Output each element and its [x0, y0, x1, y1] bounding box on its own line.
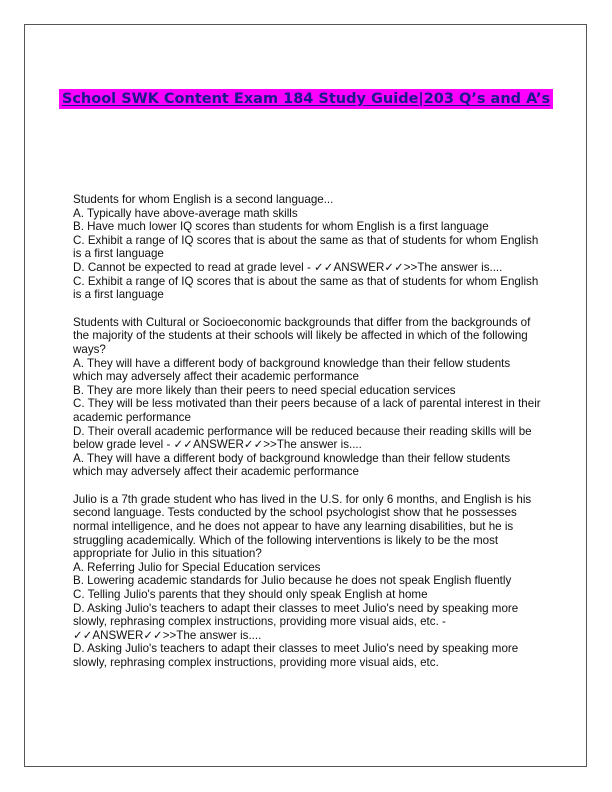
option-c: C. Exhibit a range of IQ scores that is about the same as that of students for whom English is a first language	[73, 233, 539, 261]
option-a: A. Referring Julio for Special Education services	[73, 560, 321, 574]
option-d: D. Their overall academic performance will be reduced because their reading skills will be below grade level - ✓✓ANSWER✓✓>>The answer is....	[73, 424, 532, 452]
question-text: Students with Cultural or Socioeconomic backgrounds that differ from the backgrounds of the majority of the students at their schools will likely be affected in which of the following ways?	[73, 315, 531, 356]
question-block	[73, 193, 543, 302]
option-b: B. Have much lower IQ scores than students for whom English is a first language	[73, 220, 489, 234]
question-text: Students for whom English is a second language...	[73, 193, 334, 206]
title-container	[0, 89, 612, 109]
question-block	[73, 316, 543, 479]
document-title: School SWK Content Exam 184 Study Guide|203 Q’s and A’s	[59, 89, 553, 109]
option-d: D. Asking Julio's teachers to adapt their classes to meet Julio's need by speaking more slowly, rephrasing complex instructions, providing more visual aids, etc. - ✓✓ANSWER✓✓>>The answer is....	[73, 601, 519, 642]
answer-text: C. Exhibit a range of IQ scores that is about the same as that of students for whom English is a first language	[73, 274, 539, 302]
option-c: C. They will be less motivated than their peers because of a lack of parental interest in their academic performance	[73, 397, 541, 424]
option-a: A. Typically have above-average math skills	[73, 206, 298, 220]
option-a: A. They will have a different body of background knowledge than their fellow students which may adversely affect their academic performance	[73, 356, 511, 384]
answer-text: D. Asking Julio's teachers to adapt their classes to meet Julio's need by speaking more slowly, rephrasing complex instructions, providing more visual aids, etc.	[73, 642, 519, 669]
option-d: D. Cannot be expected to read at grade level - ✓✓ANSWER✓✓>>The answer is....	[73, 260, 503, 274]
question-block	[73, 493, 543, 670]
option-b: B. Lowering academic standards for Julio because he does not speak English fluently	[73, 574, 512, 588]
option-c: C. Telling Julio's parents that they should only speak English at home	[73, 588, 428, 602]
question-text: Julio is a 7th grade student who has lived in the U.S. for only 6 months, and English is his second language. Tests conducted by the school psychologist show that he possesses normal intelligence, and he does not appear to have any learning disabilities, but he is struggling academically. Which of the following interventions is likely to be the most appropriate for Julio in this situation?	[73, 492, 532, 561]
answer-text: A. They will have a different body of background knowledge than their fellow students which may adversely affect their academic performance	[73, 451, 511, 479]
document-body	[73, 193, 543, 684]
option-b: B. They are more likely than their peers to need special education services	[73, 383, 456, 397]
